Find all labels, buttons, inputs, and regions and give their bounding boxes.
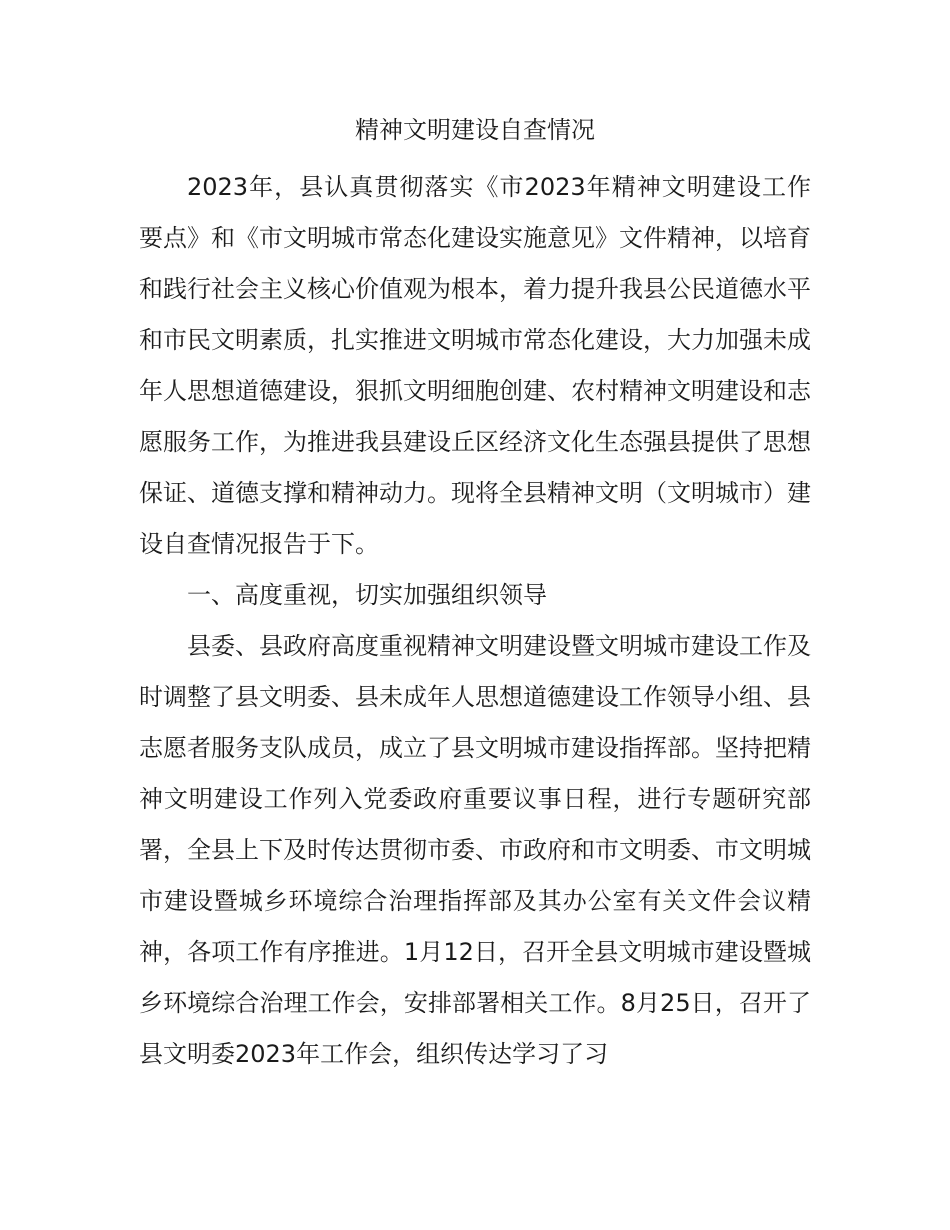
intro-paragraph: 2023年，县认真贯彻落实《市2023年精神文明建设工作要点》和《市文明城市常态化建设实施意见》文件精神，以培育和践行社会主义核心价值观为根本，着力提升我县公民道德水平和市民文明素质，扎实推进文明城市常态化建设，大力加强未成年人思想道德建设，狠抓文明细胞创建、农村精神文明建设和志愿服务工作，为推进我县建设丘区经济文化生态强县提供了思想保证、道德支撑和精神动力。现将全县精神文明（文明城市）建设自查情况报告于下。 xyxy=(139,173,811,558)
document-title: 精神文明建设自查情况 xyxy=(355,116,595,144)
section-paragraph: 县委、县政府高度重视精神文明建设暨文明城市建设工作及时调整了县文明委、县未成年人思想道德建设工作领导小组、县志愿者服务支队成员，成立了县文明城市建设指挥部。坚持把精神文明建设工作列入党委政府重要议事日程，进行专题研究部署，全县上下及时传达贯彻市委、市政府和市文明委、市文明城市建设暨城乡环境综合治理指挥部及其办公室有关文件会议精神，各项工作有序推进。1月12日，召开全县文明城市建设暨城乡环境综合治理工作会，安排部署相关工作。8月25日，召开了县文明委2023年工作会，组织传达学习了习 xyxy=(139,632,811,1068)
document-page xyxy=(139,110,811,1080)
section-heading: 一、高度重视，切实加强组织领导 xyxy=(187,581,547,609)
